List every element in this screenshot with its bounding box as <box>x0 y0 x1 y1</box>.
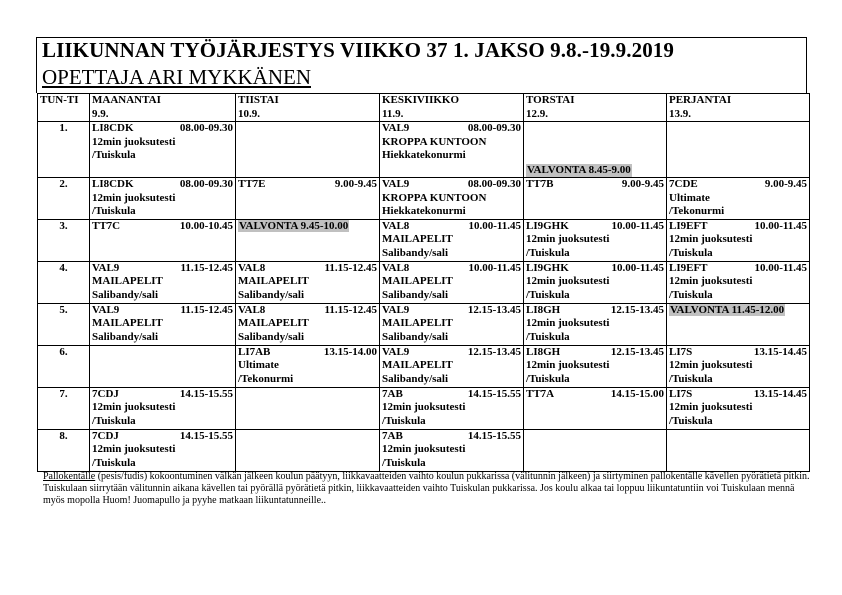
header-date: 10.9. <box>238 107 260 120</box>
class-group: TT7E <box>238 178 266 190</box>
class-activity: 12min juoksutesti <box>669 359 753 371</box>
class-place: /Tuiskula <box>669 372 713 385</box>
class-time: 10.00-11.45 <box>754 261 807 274</box>
title-box <box>36 37 807 93</box>
class-time: 14.15-15.55 <box>467 429 521 442</box>
class-place: /Tuiskula <box>92 205 136 217</box>
cell-header-line <box>92 430 233 444</box>
table-row <box>38 303 810 345</box>
class-group: VAL9 <box>92 261 120 274</box>
schedule-cell <box>90 387 236 429</box>
schedule-cell <box>524 303 667 345</box>
schedule-cell <box>380 219 524 261</box>
class-time: 08.00-09.30 <box>467 178 521 190</box>
schedule-cell <box>667 303 810 345</box>
lesson-number: 3. <box>38 219 90 261</box>
class-group: TT7B <box>526 178 554 190</box>
class-group: LI8CDK <box>92 122 134 134</box>
class-place: /Tuiskula <box>92 456 136 469</box>
class-place: /Tuiskula <box>669 414 713 427</box>
class-activity: MAILAPELIT <box>92 275 163 287</box>
class-activity: KROPPA KUNTOON <box>382 191 487 204</box>
schedule-cell <box>667 345 810 387</box>
table-row <box>38 345 810 387</box>
class-group: VAL8 <box>382 219 410 232</box>
class-activity: MAILAPELIT <box>382 359 453 371</box>
cell-header-line <box>382 220 521 234</box>
class-time: 14.15-15.55 <box>179 387 233 400</box>
schedule-cell <box>380 345 524 387</box>
cell-header-line <box>526 346 664 360</box>
class-activity: 12min juoksutesti <box>526 359 610 371</box>
class-activity: MAILAPELIT <box>382 275 453 287</box>
class-group: LI8CDK <box>92 178 134 190</box>
cell-header-line <box>238 304 377 318</box>
class-activity: 12min juoksutesti <box>669 233 753 245</box>
class-place: Salibandy/sali <box>382 246 449 259</box>
lesson-number: 7. <box>38 387 90 429</box>
class-group: 7CDJ <box>92 387 119 400</box>
class-place: Salibandy/sali <box>382 288 449 301</box>
class-group: LI7S <box>669 345 693 358</box>
note-pallokentta-label: Pallokentälle <box>43 471 96 482</box>
class-place: /Tuiskula <box>669 288 713 301</box>
cell-header-line <box>92 262 233 276</box>
header-cell <box>667 94 810 122</box>
class-group: LI7AB <box>238 345 271 358</box>
class-activity: 12min juoksutesti <box>92 191 176 204</box>
cell-header-line <box>526 262 664 276</box>
class-activity: MAILAPELIT <box>382 317 453 329</box>
cell-header-line <box>669 220 807 234</box>
class-activity: MAILAPELIT <box>238 275 309 287</box>
lesson-number: 4. <box>38 261 90 303</box>
schedule-cell <box>524 178 667 220</box>
schedule-cell <box>236 261 380 303</box>
class-time: 10.00-10.45 <box>179 219 233 232</box>
schedule-cell <box>90 429 236 471</box>
class-group: LI9GHK <box>526 219 569 232</box>
class-place: /Tekonurmi <box>669 205 725 217</box>
class-place: Salibandy/sali <box>238 288 305 301</box>
class-time: 9.00-9.45 <box>764 178 807 190</box>
header-date: 11.9. <box>382 107 404 120</box>
class-place: Salibandy/sali <box>382 372 449 385</box>
class-activity: 12min juoksutesti <box>526 275 610 287</box>
header-label: KESKIVIIKKO <box>382 94 460 106</box>
class-time: 08.00-09.30 <box>179 122 233 134</box>
class-place: /Tuiskula <box>526 288 570 301</box>
class-time: 10.00-11.45 <box>611 261 664 274</box>
cell-header-line <box>382 304 521 318</box>
class-group: VAL9 <box>92 303 120 316</box>
class-group: VAL9 <box>382 303 410 316</box>
class-time: 11.15-12.45 <box>324 261 377 274</box>
schedule-table <box>37 93 810 472</box>
cell-header-line <box>526 388 664 402</box>
class-group: 7CDE <box>669 178 698 190</box>
cell-header-line <box>92 304 233 318</box>
cell-header-line <box>526 178 664 192</box>
lesson-number: 6. <box>38 345 90 387</box>
class-place: /Tuiskula <box>669 246 713 259</box>
class-time: 10.00-11.45 <box>611 219 664 232</box>
class-group: LI9EFT <box>669 219 708 232</box>
schedule-cell <box>380 303 524 345</box>
header-date: 12.9. <box>526 107 548 120</box>
header-cell <box>236 94 380 122</box>
class-place: Salibandy/sali <box>92 288 159 301</box>
schedule-cell <box>236 387 380 429</box>
class-place: Salibandy/sali <box>92 330 159 343</box>
header-cell <box>524 94 667 122</box>
header-cell <box>90 94 236 122</box>
lesson-number: 8. <box>38 429 90 471</box>
class-activity: 12min juoksutesti <box>669 401 753 413</box>
cell-header-line <box>382 262 521 276</box>
class-activity: 12min juoksutesti <box>669 275 753 287</box>
schedule-cell <box>90 345 236 387</box>
class-activity: KROPPA KUNTOON <box>382 135 487 148</box>
schedule-cell <box>236 303 380 345</box>
class-group: 7AB <box>382 387 403 400</box>
header-cell <box>38 94 90 122</box>
class-activity: 12min juoksutesti <box>92 135 176 148</box>
schedule-cell <box>236 219 380 261</box>
cell-header-line <box>526 304 664 318</box>
class-place: /Tekonurmi <box>238 372 294 385</box>
cell-header-line <box>669 178 807 192</box>
class-group: VAL8 <box>382 261 410 274</box>
cell-header-line <box>92 220 233 234</box>
class-place: /Tuiskula <box>382 456 426 469</box>
header-row <box>38 94 810 122</box>
class-group: 7AB <box>382 429 403 442</box>
cell-header-line <box>382 388 521 402</box>
class-activity: MAILAPELIT <box>238 317 309 329</box>
class-activity: 12min juoksutesti <box>92 401 176 413</box>
class-time: 13.15-14.45 <box>753 345 807 358</box>
class-time: 12.15-13.45 <box>467 303 521 316</box>
schedule-cell <box>236 178 380 220</box>
cell-header-line <box>92 388 233 402</box>
table-row <box>38 261 810 303</box>
schedule-cell <box>667 219 810 261</box>
cell-header-line <box>238 346 377 360</box>
class-time: 10.00-11.45 <box>468 261 521 274</box>
class-group: TT7A <box>526 387 555 400</box>
class-time: 10.00-11.45 <box>754 219 807 232</box>
schedule-cell <box>667 429 810 471</box>
class-place: /Tuiskula <box>526 246 570 259</box>
class-place: Hiekkatekonurmi <box>382 205 466 217</box>
class-activity: 12min juoksutesti <box>526 317 610 329</box>
lesson-number: 1. <box>38 122 90 178</box>
class-place: Salibandy/sali <box>382 330 449 343</box>
schedule-cell <box>380 261 524 303</box>
class-place: /Tuiskula <box>92 414 136 427</box>
note-pallokentta <box>43 471 813 483</box>
lesson-number: 2. <box>38 178 90 220</box>
cell-header-line <box>669 346 807 360</box>
cell-header-line <box>526 220 664 234</box>
header-date: 13.9. <box>669 107 691 120</box>
supervision-duty: VALVONTA 8.45-9.00 <box>527 163 631 176</box>
teacher-name: OPETTAJA ARI MYKKÄNEN <box>42 65 311 89</box>
class-group: VAL8 <box>238 261 266 274</box>
header-label: PERJANTAI <box>669 94 732 106</box>
schedule-cell <box>380 178 524 220</box>
class-activity: 12min juoksutesti <box>382 443 466 455</box>
class-group: 7CDJ <box>92 429 119 442</box>
cell-header-line <box>669 262 807 276</box>
schedule-cell <box>524 429 667 471</box>
cell-header-line <box>382 178 521 192</box>
class-activity: MAILAPELIT <box>382 233 453 245</box>
header-cell <box>380 94 524 122</box>
class-time: 12.15-13.45 <box>467 345 521 358</box>
class-time: 12.15-13.45 <box>610 345 664 358</box>
class-group: VAL8 <box>238 303 266 316</box>
class-group: VAL9 <box>382 178 410 190</box>
schedule-cell <box>524 219 667 261</box>
schedule-cell <box>667 261 810 303</box>
schedule-cell <box>667 178 810 220</box>
class-time: 13.15-14.00 <box>323 345 377 358</box>
class-activity: 12min juoksutesti <box>382 401 466 413</box>
class-group: LI8GH <box>526 303 561 316</box>
class-activity: 12min juoksutesti <box>92 443 176 455</box>
class-group: LI9EFT <box>669 261 708 274</box>
class-group: VAL9 <box>382 345 410 358</box>
class-place: Hiekkatekonurmi <box>382 149 466 161</box>
schedule-cell <box>90 122 236 178</box>
supervision-duty: VALVONTA 9.45-10.00 <box>239 219 349 232</box>
class-time: 12.15-13.45 <box>610 303 664 316</box>
schedule-cell <box>524 387 667 429</box>
schedule-cell <box>90 178 236 220</box>
class-group: LI7S <box>669 387 693 400</box>
class-time: 11.15-12.45 <box>180 303 233 316</box>
schedule-cell <box>236 345 380 387</box>
schedule-cell <box>90 261 236 303</box>
class-group: LI8GH <box>526 345 561 358</box>
table-row <box>38 387 810 429</box>
table-row <box>38 219 810 261</box>
cell-header-line <box>238 262 377 276</box>
schedule-cell <box>380 122 524 178</box>
lesson-number: 5. <box>38 303 90 345</box>
table-row <box>38 178 810 220</box>
note-tuiskula: Tuiskulaan siirrytään välitunnin aikana kävellen tai pyörällä pyörätietä pitkin, liikkavaatteiden vaihto Tuiskulan pukkarissa. Jos koulu alkaa tai loppuu liikuntatuntiin voi Tuiskulaan mennä myös mopolla Huom! Juomapullo ja pyyhe matkaan liikuntatunneille.. <box>43 483 795 506</box>
cell-header-line <box>382 346 521 360</box>
class-activity: Ultimate <box>238 359 279 371</box>
note-pallokentta-text: (pesis/fudis) kokoontuminen välkän jälkeen koulun päätyyn, liikkavaatteiden vaihto koulun pukkarissa (välitunnin jälkeen) ja siirtyminen pallokentälle kävellen pyörätietä pitkin. <box>95 471 810 482</box>
cell-header-line <box>92 122 233 136</box>
class-activity: 12min juoksutesti <box>526 233 610 245</box>
class-group: LI9GHK <box>526 261 569 274</box>
schedule-cell <box>380 429 524 471</box>
schedule-cell <box>667 387 810 429</box>
class-activity: MAILAPELIT <box>92 317 163 329</box>
class-time: 14.15-15.55 <box>179 429 233 442</box>
class-group: VAL9 <box>382 122 410 134</box>
cell-header-line <box>382 430 521 444</box>
class-time: 08.00-09.30 <box>467 122 521 134</box>
class-time: 9.00-9.45 <box>334 178 377 190</box>
header-label: TORSTAI <box>526 94 575 106</box>
schedule-cell <box>524 122 667 178</box>
class-activity: Ultimate <box>669 191 710 204</box>
schedule-cell <box>667 122 810 178</box>
class-place: /Tuiskula <box>92 149 136 161</box>
class-time: 13.15-14.45 <box>753 387 807 400</box>
schedule-cell <box>90 219 236 261</box>
class-place: Salibandy/sali <box>238 330 305 343</box>
supervision-duty: VALVONTA 11.45-12.00 <box>670 303 785 316</box>
header-label: TUN-TI <box>40 94 79 106</box>
class-time: 11.15-12.45 <box>324 303 377 316</box>
cell-header-line <box>382 122 521 136</box>
schedule-cell <box>524 261 667 303</box>
header-label: TIISTAI <box>238 94 279 106</box>
class-place: /Tuiskula <box>526 372 570 385</box>
class-time: 11.15-12.45 <box>180 261 233 274</box>
class-place: /Tuiskula <box>526 330 570 343</box>
schedule-cell <box>90 303 236 345</box>
table-row <box>38 122 810 178</box>
schedule-cell <box>524 345 667 387</box>
class-time: 08.00-09.30 <box>179 178 233 190</box>
schedule-cell <box>236 429 380 471</box>
class-time: 14.15-15.00 <box>610 387 664 400</box>
class-place: /Tuiskula <box>382 414 426 427</box>
class-group: TT7C <box>92 219 121 232</box>
header-label: MAANANTAI <box>92 94 161 106</box>
notes <box>43 471 813 507</box>
class-time: 10.00-11.45 <box>468 219 521 232</box>
schedule-cell <box>236 122 380 178</box>
schedule-cell <box>380 387 524 429</box>
table-row <box>38 429 810 471</box>
cell-header-line <box>238 178 377 192</box>
cell-header-line <box>669 388 807 402</box>
class-time: 14.15-15.55 <box>467 387 521 400</box>
cell-header-line <box>92 178 233 192</box>
header-date: 9.9. <box>92 107 109 120</box>
class-time: 9.00-9.45 <box>621 178 664 190</box>
document-title: LIIKUNNAN TYÖJÄRJESTYS VIIKKO 37 1. JAKSO 9.8.-19.9.2019 <box>42 38 675 62</box>
